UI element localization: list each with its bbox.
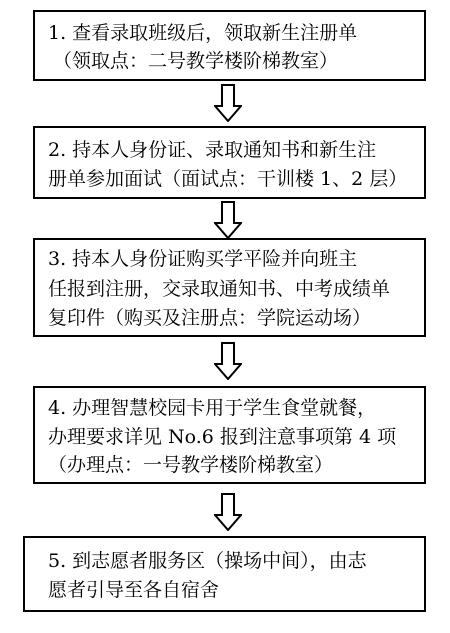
step-3-line-2: 任报到注册，交录取通知书、中考成绩单 (48, 278, 391, 300)
step-3-box (33, 238, 426, 337)
step-1-line-1: 1. 查看录取班级后，领取新生注册单 (48, 22, 358, 44)
step-5-box (23, 536, 426, 612)
step-4-line-2: 办理要求详见 No.6 报到注意事项第 4 项 (48, 426, 397, 448)
step-4-box (33, 386, 426, 484)
down-arrow-icon (214, 493, 242, 531)
step-3-line-3: 复印件（购买及注册点：学院运动场） (48, 307, 372, 329)
down-arrow-icon (214, 84, 242, 122)
step-1-line-2: （领取点：二号教学楼阶梯教室） (53, 50, 339, 72)
step-5-line-2: 愿者引导至各自宿舍 (48, 579, 220, 601)
step-4-line-3: （办理点：一号教学楼阶梯教室） (48, 454, 334, 476)
step-2-box (33, 126, 426, 199)
step-2-line-1: 2. 持本人身份证、录取通知书和新生注 (48, 139, 377, 161)
step-4-line-1: 4. 办理智慧校园卡用于学生食堂就餐， (48, 397, 377, 419)
step-2-line-2: 册单参加面试（面试点：干训楼 1、2 层） (48, 168, 408, 190)
down-arrow-icon (214, 201, 242, 239)
down-arrow-icon (214, 342, 242, 380)
step-3-line-1: 3. 持本人身份证购买学平险并向班主 (48, 248, 358, 270)
step-1-box (33, 10, 426, 81)
step-5-line-1: 5. 到志愿者服务区（操场中间），由志 (48, 550, 367, 572)
